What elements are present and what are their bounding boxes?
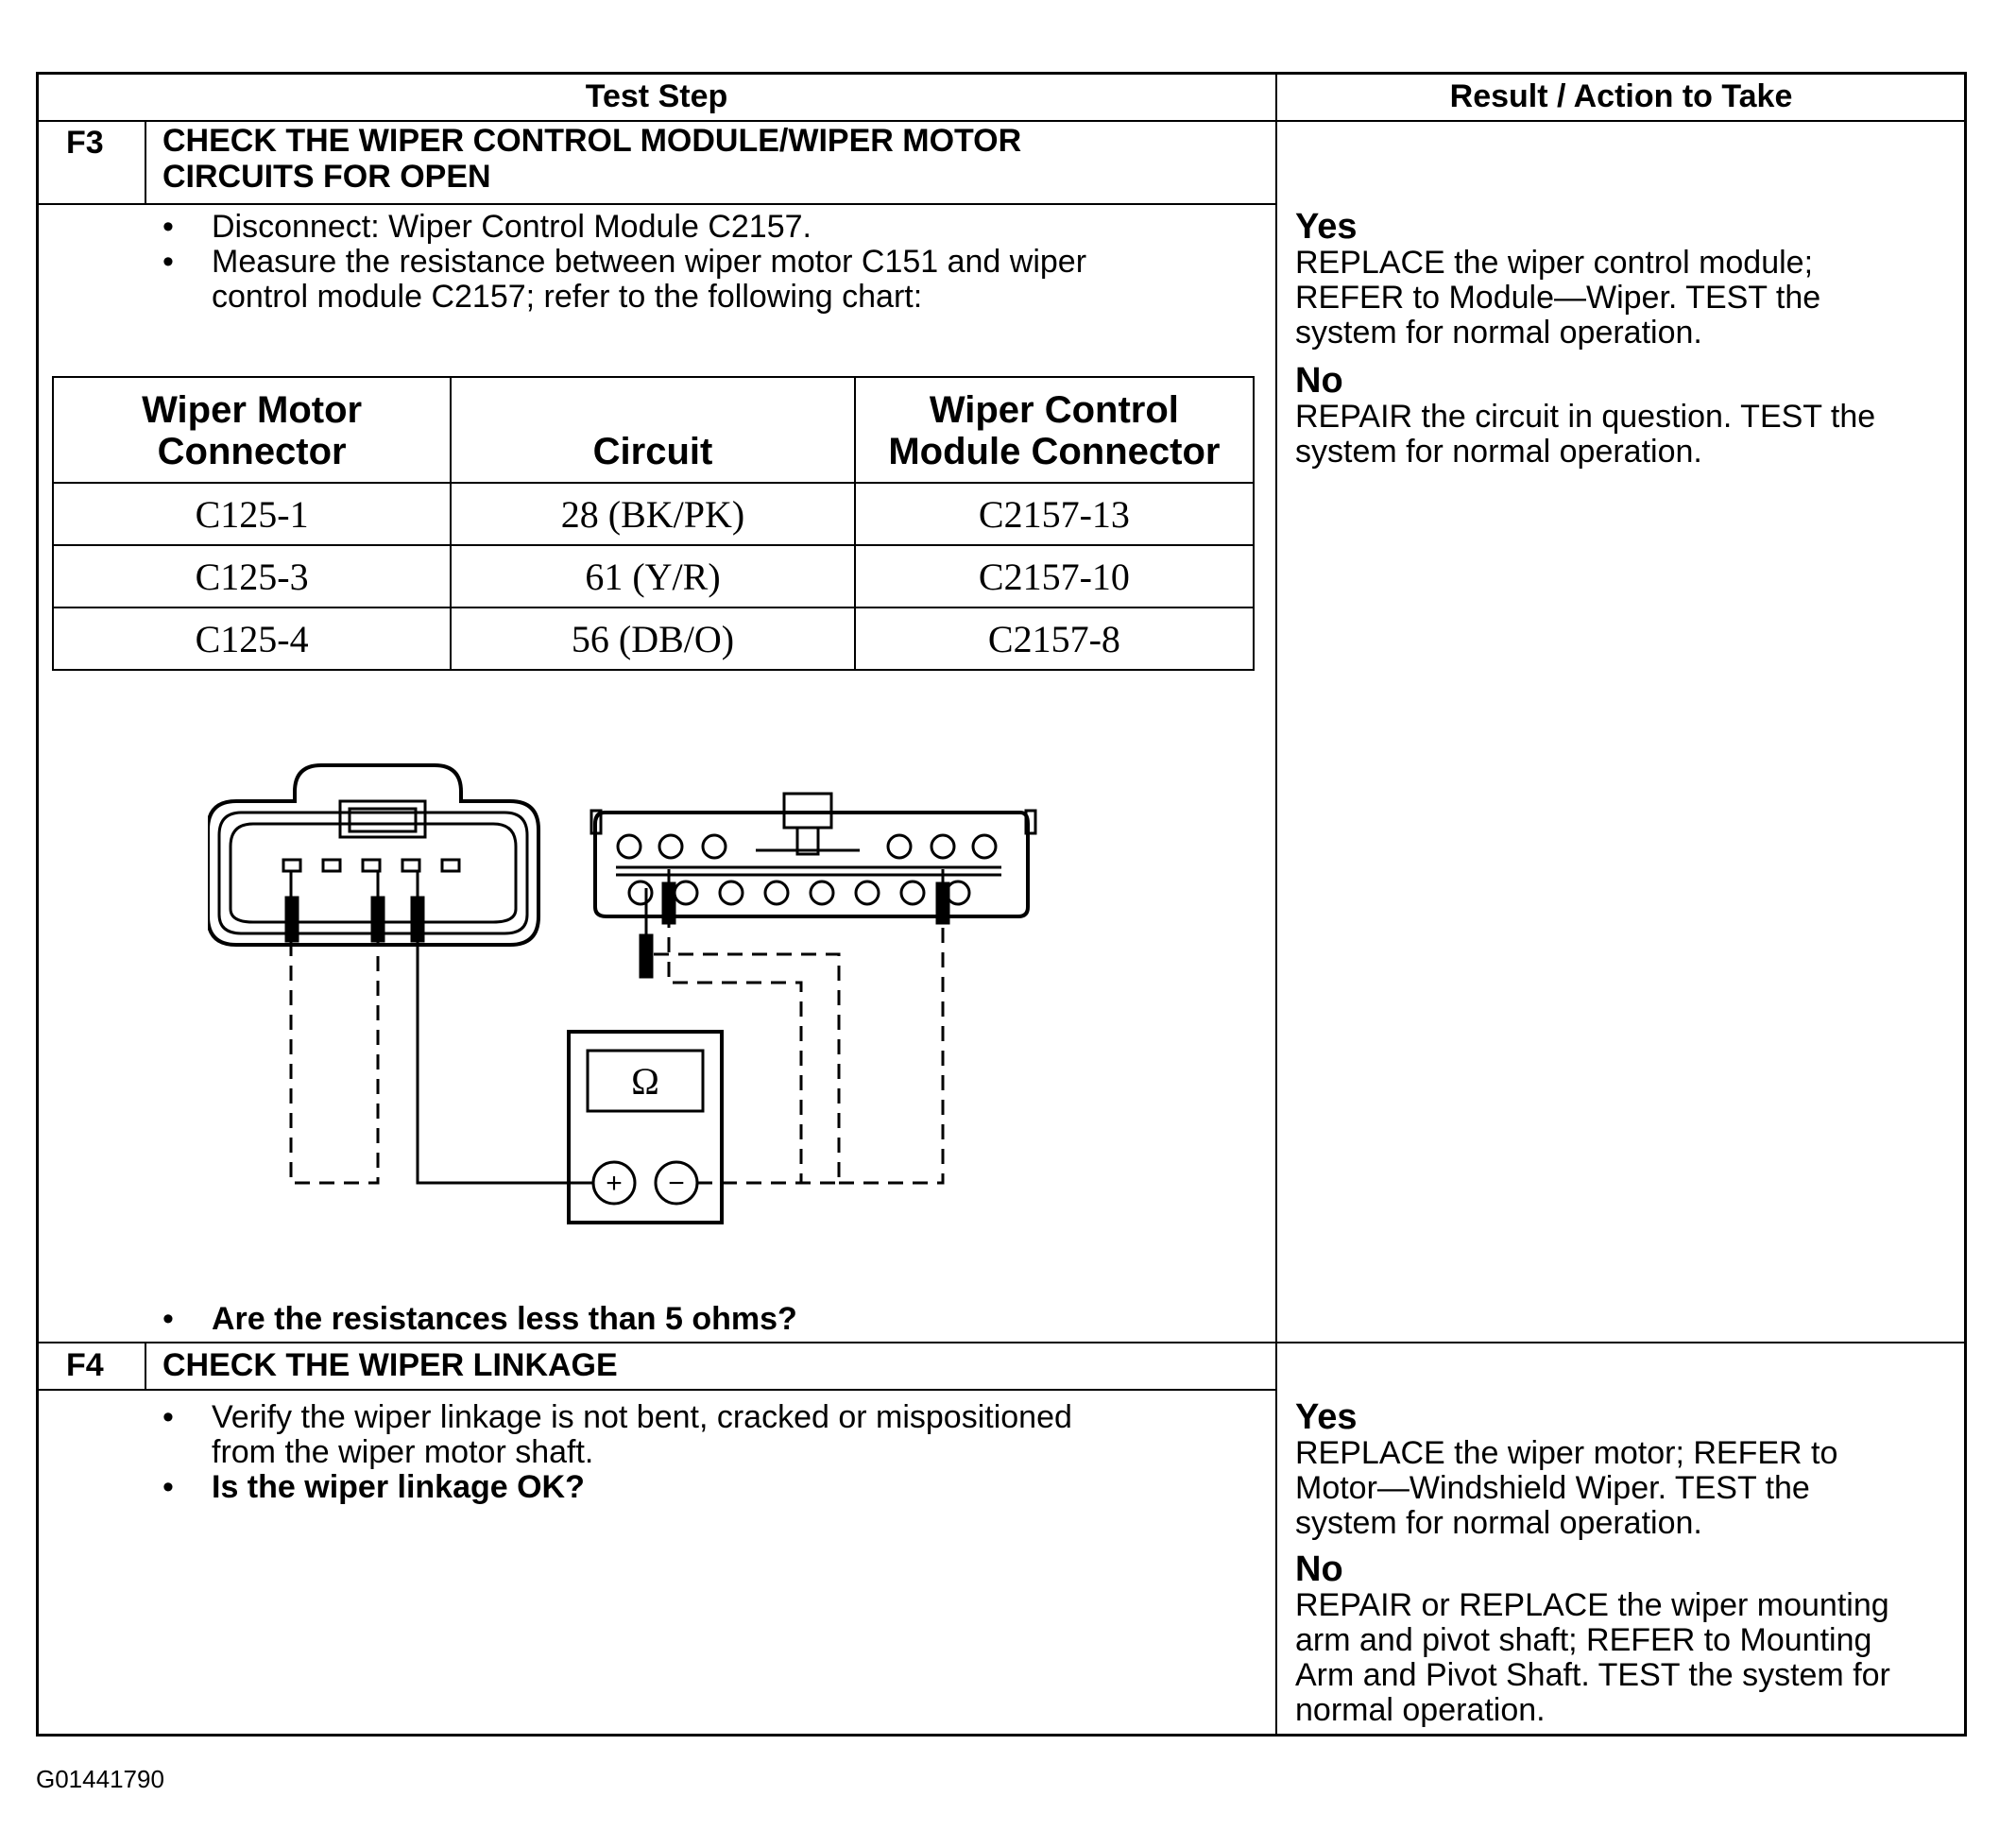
bullet-text: Measure the resistance between wiper motor C151 and wiper — [212, 244, 1087, 280]
table-cell: C125-1 — [53, 483, 451, 545]
result-no-action: REPAIR the circuit in question. TEST the system for normal operation. — [1295, 399, 1876, 470]
chart-header-circuit: Circuit — [451, 377, 855, 483]
step-f3-instructions — [162, 210, 1258, 315]
bullet-text: Verify the wiper linkage is not bent, cracked or mispositioned — [212, 1399, 1072, 1435]
step-title-f4 — [162, 1347, 618, 1383]
table-row — [53, 483, 1254, 545]
table-cell: C2157-13 — [855, 483, 1254, 545]
figure-id: G01441790 — [36, 1765, 164, 1793]
question-text: Is the wiper linkage OK? — [212, 1469, 585, 1505]
table-cell: C125-3 — [53, 545, 451, 607]
step-f3-question — [162, 1302, 1258, 1337]
control-module-connector-icon — [591, 794, 1035, 916]
bullet-dot: • — [162, 1399, 174, 1435]
table-cell: C2157-10 — [855, 545, 1254, 607]
bullet-item — [162, 1400, 1258, 1470]
table-row — [53, 545, 1254, 607]
table-row — [53, 607, 1254, 670]
step-id-f3: F3 — [66, 125, 104, 161]
header-result: Result / Action to Take — [1449, 78, 1793, 114]
result-no-action: REPAIR or REPLACE the wiper mounting arm and pivot shaft; REFER to Mounting Arm and Pivot Shaft. TEST the system for normal operation. — [1295, 1587, 1890, 1728]
step-title-line: CIRCUITS FOR OPEN — [162, 159, 491, 195]
result-f4 — [1295, 1398, 1961, 1728]
result-yes-action: REPLACE the wiper control module; REFER to Module—Wiper. TEST the system for normal operation. — [1295, 245, 1821, 351]
bullet-item — [162, 1470, 1258, 1505]
table-cell: C125-4 — [53, 607, 451, 670]
bullet-item — [162, 210, 1258, 245]
step-title-f3 — [162, 123, 1021, 195]
bullet-text: Disconnect: Wiper Control Module C2157. — [212, 209, 812, 245]
bullet-dot: • — [162, 209, 174, 245]
result-f3 — [1295, 208, 1956, 470]
chart-header-module-connector: Wiper Control Module Connector — [855, 377, 1254, 483]
bullet-text: from the wiper motor shaft. — [212, 1434, 594, 1470]
result-yes-action: REPLACE the wiper motor; REFER to Motor—Windshield Wiper. TEST the system for normal operation. — [1295, 1435, 1838, 1541]
bullet-dot: • — [162, 1301, 174, 1337]
ohmmeter-icon — [569, 1032, 722, 1223]
question-text: Are the resistances less than 5 ohms? — [212, 1301, 797, 1337]
ohm-symbol: Ω — [631, 1060, 659, 1103]
minus-terminal: − — [668, 1168, 685, 1199]
step-title-line: CHECK THE WIPER LINKAGE — [162, 1347, 618, 1383]
result-yes-label: Yes — [1295, 207, 1358, 247]
result-no-label: No — [1295, 1549, 1343, 1589]
connector-chart — [52, 376, 1255, 671]
plus-terminal: + — [606, 1168, 623, 1199]
table-cell: C2157-8 — [855, 607, 1254, 670]
bullet-item — [162, 245, 1258, 315]
result-yes-label: Yes — [1295, 1397, 1358, 1437]
table-cell: 56 (DB/O) — [451, 607, 855, 670]
bullet-dot: • — [162, 244, 174, 280]
step-id-f4: F4 — [66, 1347, 104, 1383]
wiring-diagram — [208, 756, 1039, 1238]
result-no-label: No — [1295, 361, 1343, 401]
step-title-line: CHECK THE WIPER CONTROL MODULE/WIPER MOTOR — [162, 123, 1022, 159]
chart-header-wiper-motor-connector: Wiper Motor Connector — [53, 377, 451, 483]
header-test-step: Test Step — [585, 78, 728, 114]
bullet-item — [162, 1302, 1258, 1337]
bullet-text: control module C2157; refer to the following chart: — [212, 279, 923, 315]
table-cell: 28 (BK/PK) — [451, 483, 855, 545]
step-f4-instructions — [162, 1400, 1258, 1505]
probe-icon — [286, 871, 423, 941]
test-leads — [291, 923, 943, 1183]
table-cell: 61 (Y/R) — [451, 545, 855, 607]
bullet-dot: • — [162, 1469, 174, 1505]
